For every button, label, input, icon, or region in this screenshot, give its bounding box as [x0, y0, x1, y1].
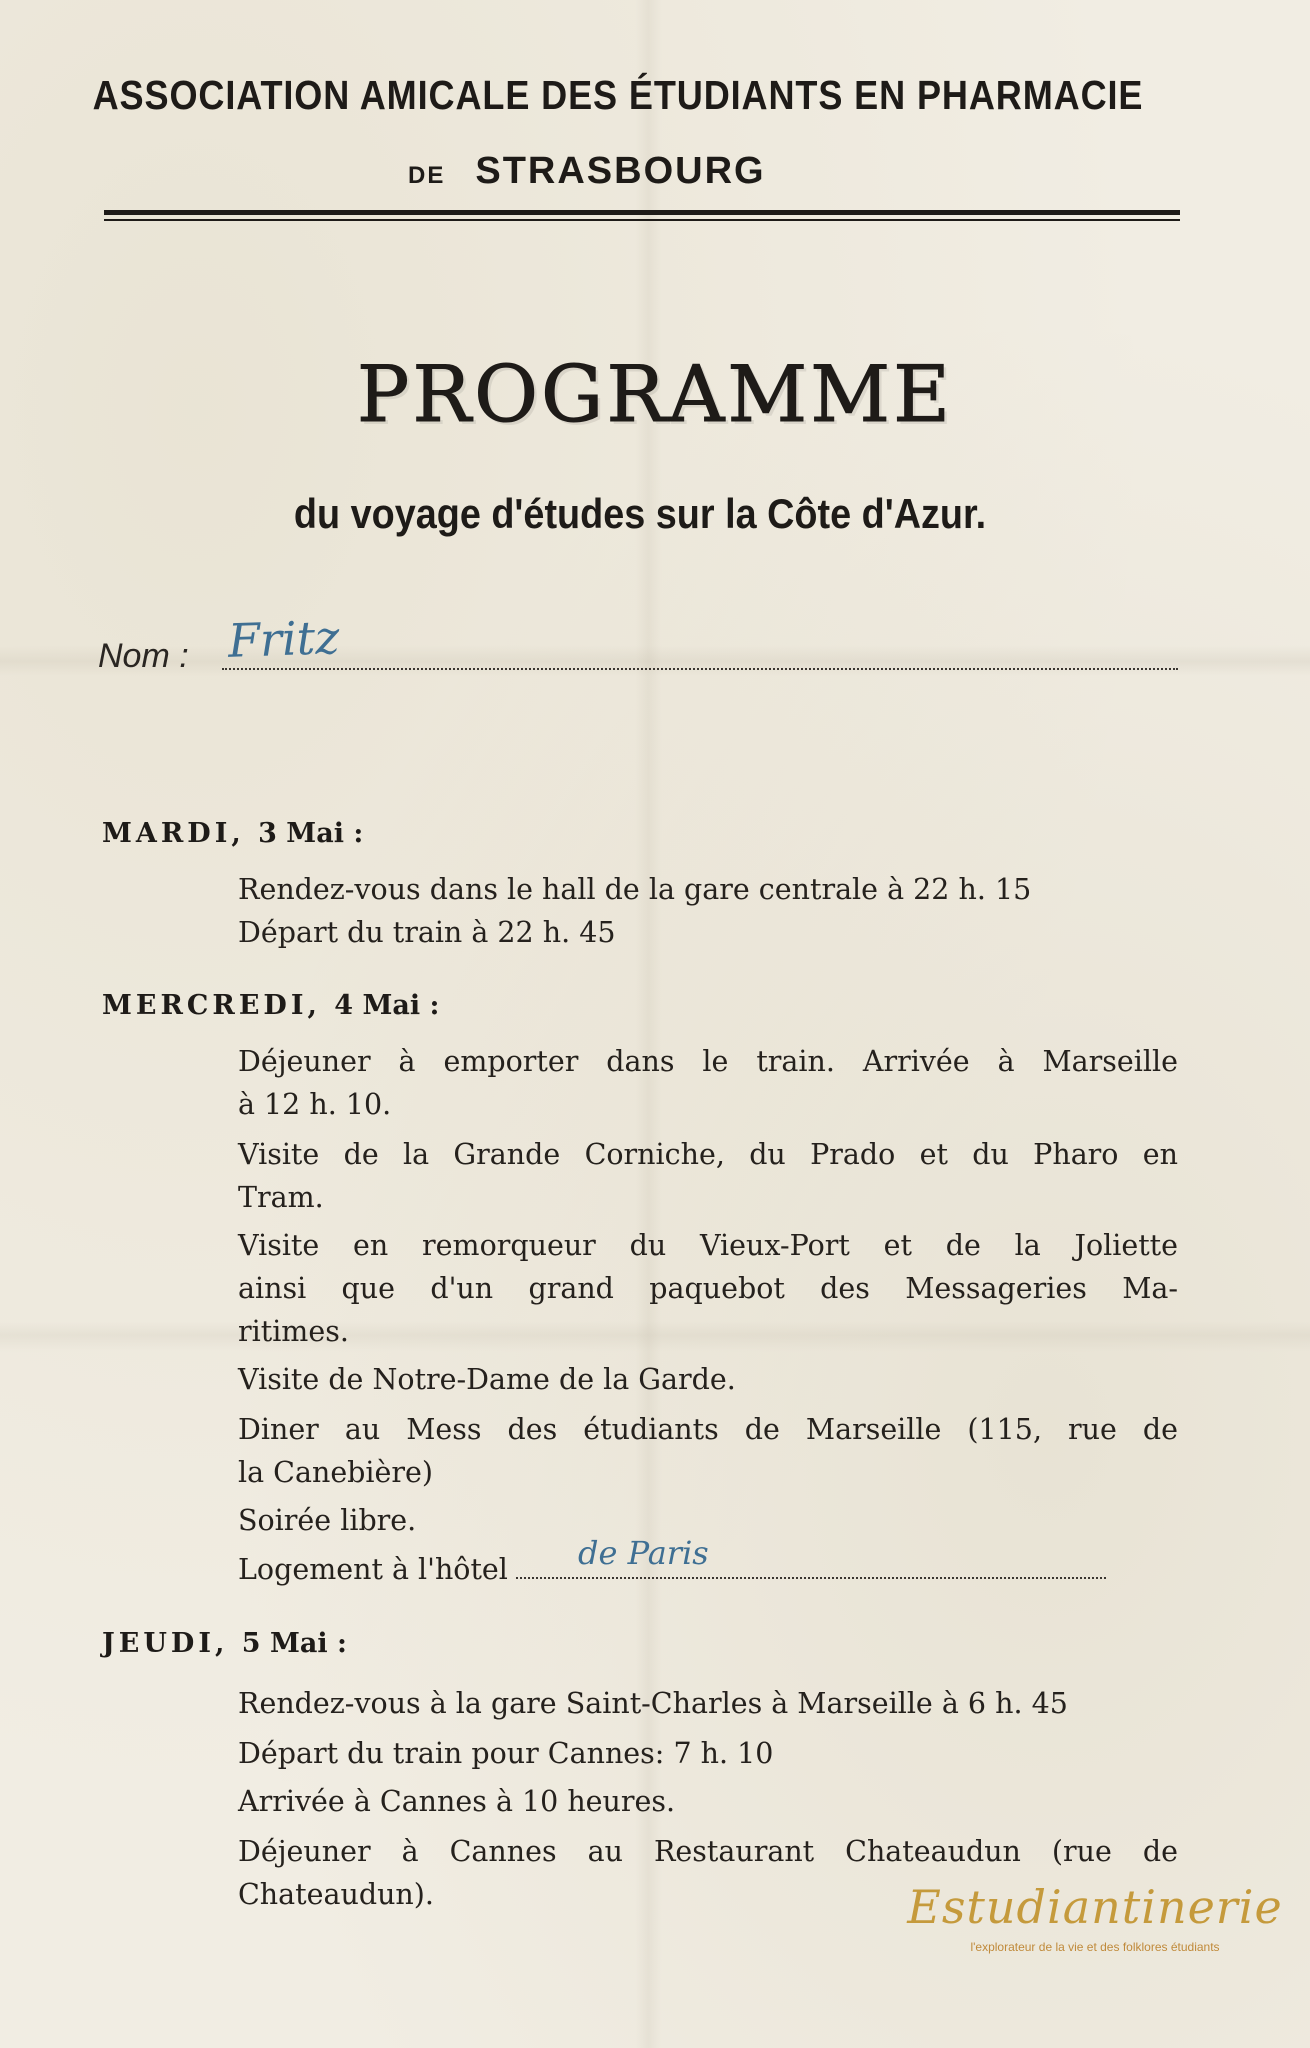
program-item: [238, 1682, 1178, 1725]
day-date: 3 Mai :: [258, 818, 364, 849]
item-line: Départ du train à 22 h. 45: [238, 916, 616, 949]
association-city: [408, 150, 766, 193]
day-heading-mardi: [102, 818, 363, 849]
item-line: Rendez-vous à la gare Saint-Charles à Marseille à 6 h. 45: [238, 1687, 1068, 1720]
item-line: Soirée libre.: [238, 1504, 417, 1537]
program-item: [238, 1040, 1178, 1126]
program-item: [238, 1133, 1178, 1219]
nom-label: Nom :: [98, 637, 189, 675]
item-line: Arrivée à Cannes à 10 heures.: [238, 1785, 676, 1818]
association-name: ASSOCIATION AMICALE DES ÉTUDIANTS EN PHARMACIE: [92, 72, 1144, 118]
watermark-brand: Estudiantinerie: [907, 1880, 1283, 1934]
item-line: la Canebière): [238, 1456, 434, 1489]
program-item: [238, 1732, 1178, 1775]
watermark: [890, 1880, 1300, 1954]
item-line: Tram.: [238, 1181, 324, 1214]
item-line: ritimes.: [238, 1315, 349, 1348]
hotel-handwritten-value: de Paris: [578, 1534, 709, 1572]
day-date: 4 Mai :: [334, 990, 440, 1021]
item-line: Départ du train pour Cannes: 7 h. 10: [238, 1737, 774, 1770]
program-item: [238, 1408, 1178, 1494]
item-line: Visite de Notre-Dame de la Garde.: [238, 1363, 736, 1396]
day-heading-mercredi: [102, 990, 439, 1021]
day-name: JEUDI,: [102, 1628, 229, 1659]
program-item: [238, 911, 1178, 954]
day-heading-jeudi: [102, 1628, 347, 1659]
day-name: MERCREDI,: [102, 990, 321, 1021]
association-de: DE: [408, 162, 446, 189]
nom-field-line: [222, 668, 1178, 670]
nom-handwritten-value: Fritz: [227, 610, 341, 668]
item-line: Chateaudun).: [238, 1878, 434, 1911]
program-item: [238, 868, 1178, 911]
program-item: [238, 1358, 1178, 1401]
day-name: MARDI,: [102, 818, 245, 849]
item-line: à 12 h. 10.: [238, 1088, 392, 1121]
item-line: Diner au Mess des étudiants de Marseille (115, rue de: [238, 1413, 1178, 1446]
association-city-name: STRASBOURG: [475, 150, 766, 192]
header-rule-thick: [104, 210, 1180, 215]
program-item: [238, 1780, 1178, 1823]
item-line: Rendez-vous dans le hall de la gare centrale à 22 h. 15: [238, 873, 1032, 906]
watermark-tagline: l'explorateur de la vie et des folklores étudiants: [970, 1940, 1220, 1954]
page-subtitle: du voyage d'études sur la Côte d'Azur.: [293, 490, 987, 537]
item-line: Déjeuner à Cannes au Restaurant Chateaudun (rue de: [238, 1835, 1178, 1868]
page-title: PROGRAMME: [356, 350, 954, 440]
hotel-label: Logement à l'hôtel: [238, 1553, 508, 1586]
item-line: Déjeuner à emporter dans le train. Arrivée à Marseille: [238, 1045, 1178, 1078]
program-item: [238, 1224, 1178, 1353]
item-line: Visite de la Grande Corniche, du Prado et du Pharo en: [238, 1138, 1178, 1171]
item-line: ainsi que d'un grand paquebot des Messageries Ma-: [238, 1272, 1178, 1305]
item-line: Visite en remorqueur du Vieux-Port et de la Joliette: [238, 1229, 1178, 1262]
header-rule-thin: [104, 219, 1180, 221]
day-date: 5 Mai :: [241, 1628, 347, 1659]
